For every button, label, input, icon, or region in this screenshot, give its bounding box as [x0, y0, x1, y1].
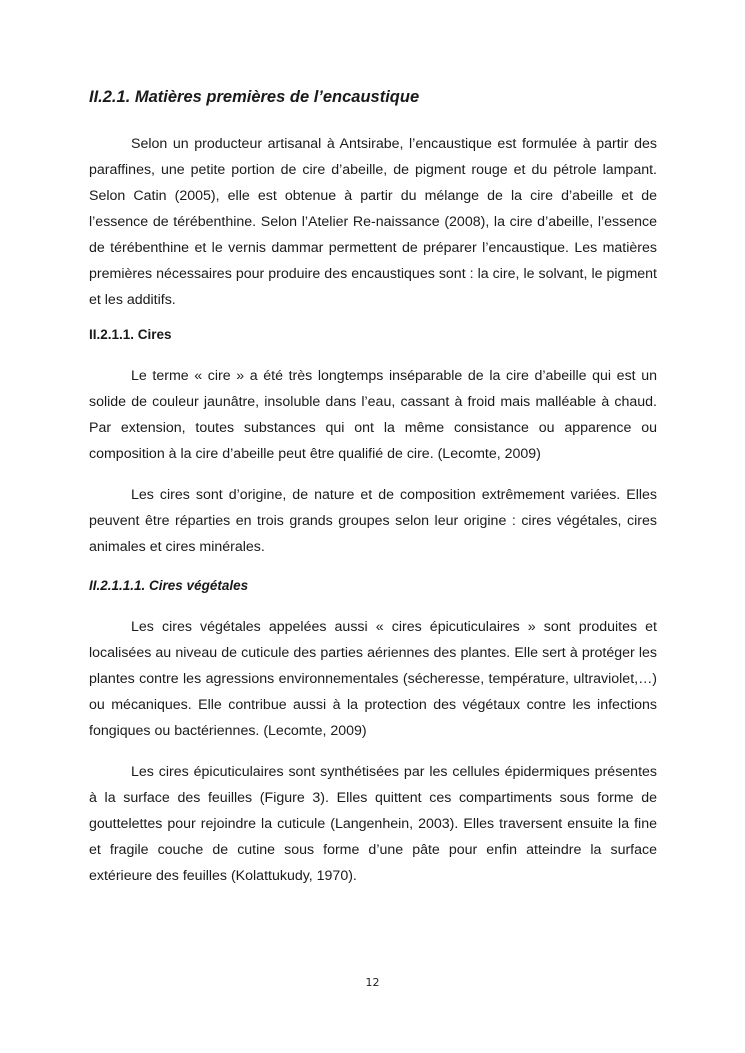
paragraph-intro: Selon un producteur artisanal à Antsirabe, l’encaustique est formulée à partir des paraffines, une petite portion de cire d’abeille, de pigment rouge et du pétrole lampant. Selon Catin (2005), elle est obtenue à partir du mélange de la cire d’abeille et de l’essence de térébenthine. Selon l’Atelier Re-naissance (2008), la cire d’abeille, l’essence de térébenthine et le vernis dammar permettent de préparer l’encaustique. Les matières premières nécessaires pour produire des encaustiques sont : la cire, le solvant, le pigment et les additifs.: [89, 136, 657, 308]
page-number: 12: [365, 976, 380, 989]
section-heading: II.2.1. Matières premières de l’encaustique: [89, 88, 420, 106]
paragraph-cire-groups: Les cires sont d’origine, de nature et de composition extrêmement variées. Elles peuvent être réparties en trois grands groupes selon leur origine : cires végétales, cires animales et cires minérales.: [89, 487, 657, 555]
paragraph-cires-epicuticulaires: Les cires épicuticulaires sont synthétisées par les cellules épidermiques présentes à la surface des feuilles (Figure 3). Elles quittent ces compartiments sous forme de gouttelettes pour rejoindre la cuticule (Langenhein, 2003). Elles traversent ensuite la fine et fragile couche de cutine sous forme d’une pâte pour enfin atteindre la surface extérieure des feuilles (Kolattukudy, 1970).: [89, 764, 657, 884]
paragraph-cires-vegetales: Les cires végétales appelées aussi « cires épicuticulaires » sont produites et localisées au niveau de cuticule des parties aériennes des plantes. Elle sert à protéger les plantes contre les agressions environnementales (sécheresse, température, ultraviolet,…) ou mécaniques. Elle contribue aussi à la protection des végétaux contre les infections fongiques ou bactériennes. (Lecomte, 2009): [89, 619, 657, 739]
subheading-cires-vegetales: II.2.1.1.1. Cires végétales: [89, 578, 249, 593]
paragraph-cire-definition: Le terme « cire » a été très longtemps inséparable de la cire d’abeille qui est un solide de couleur jaunâtre, insoluble dans l’eau, cassant à froid mais malléable à chaud. Par extension, toutes substances qui ont la même consistance ou apparence ou composition à la cire d’abeille peut être qualifié de cire. (Lecomte, 2009): [89, 368, 657, 462]
subheading-cires: II.2.1.1. Cires: [89, 327, 172, 342]
